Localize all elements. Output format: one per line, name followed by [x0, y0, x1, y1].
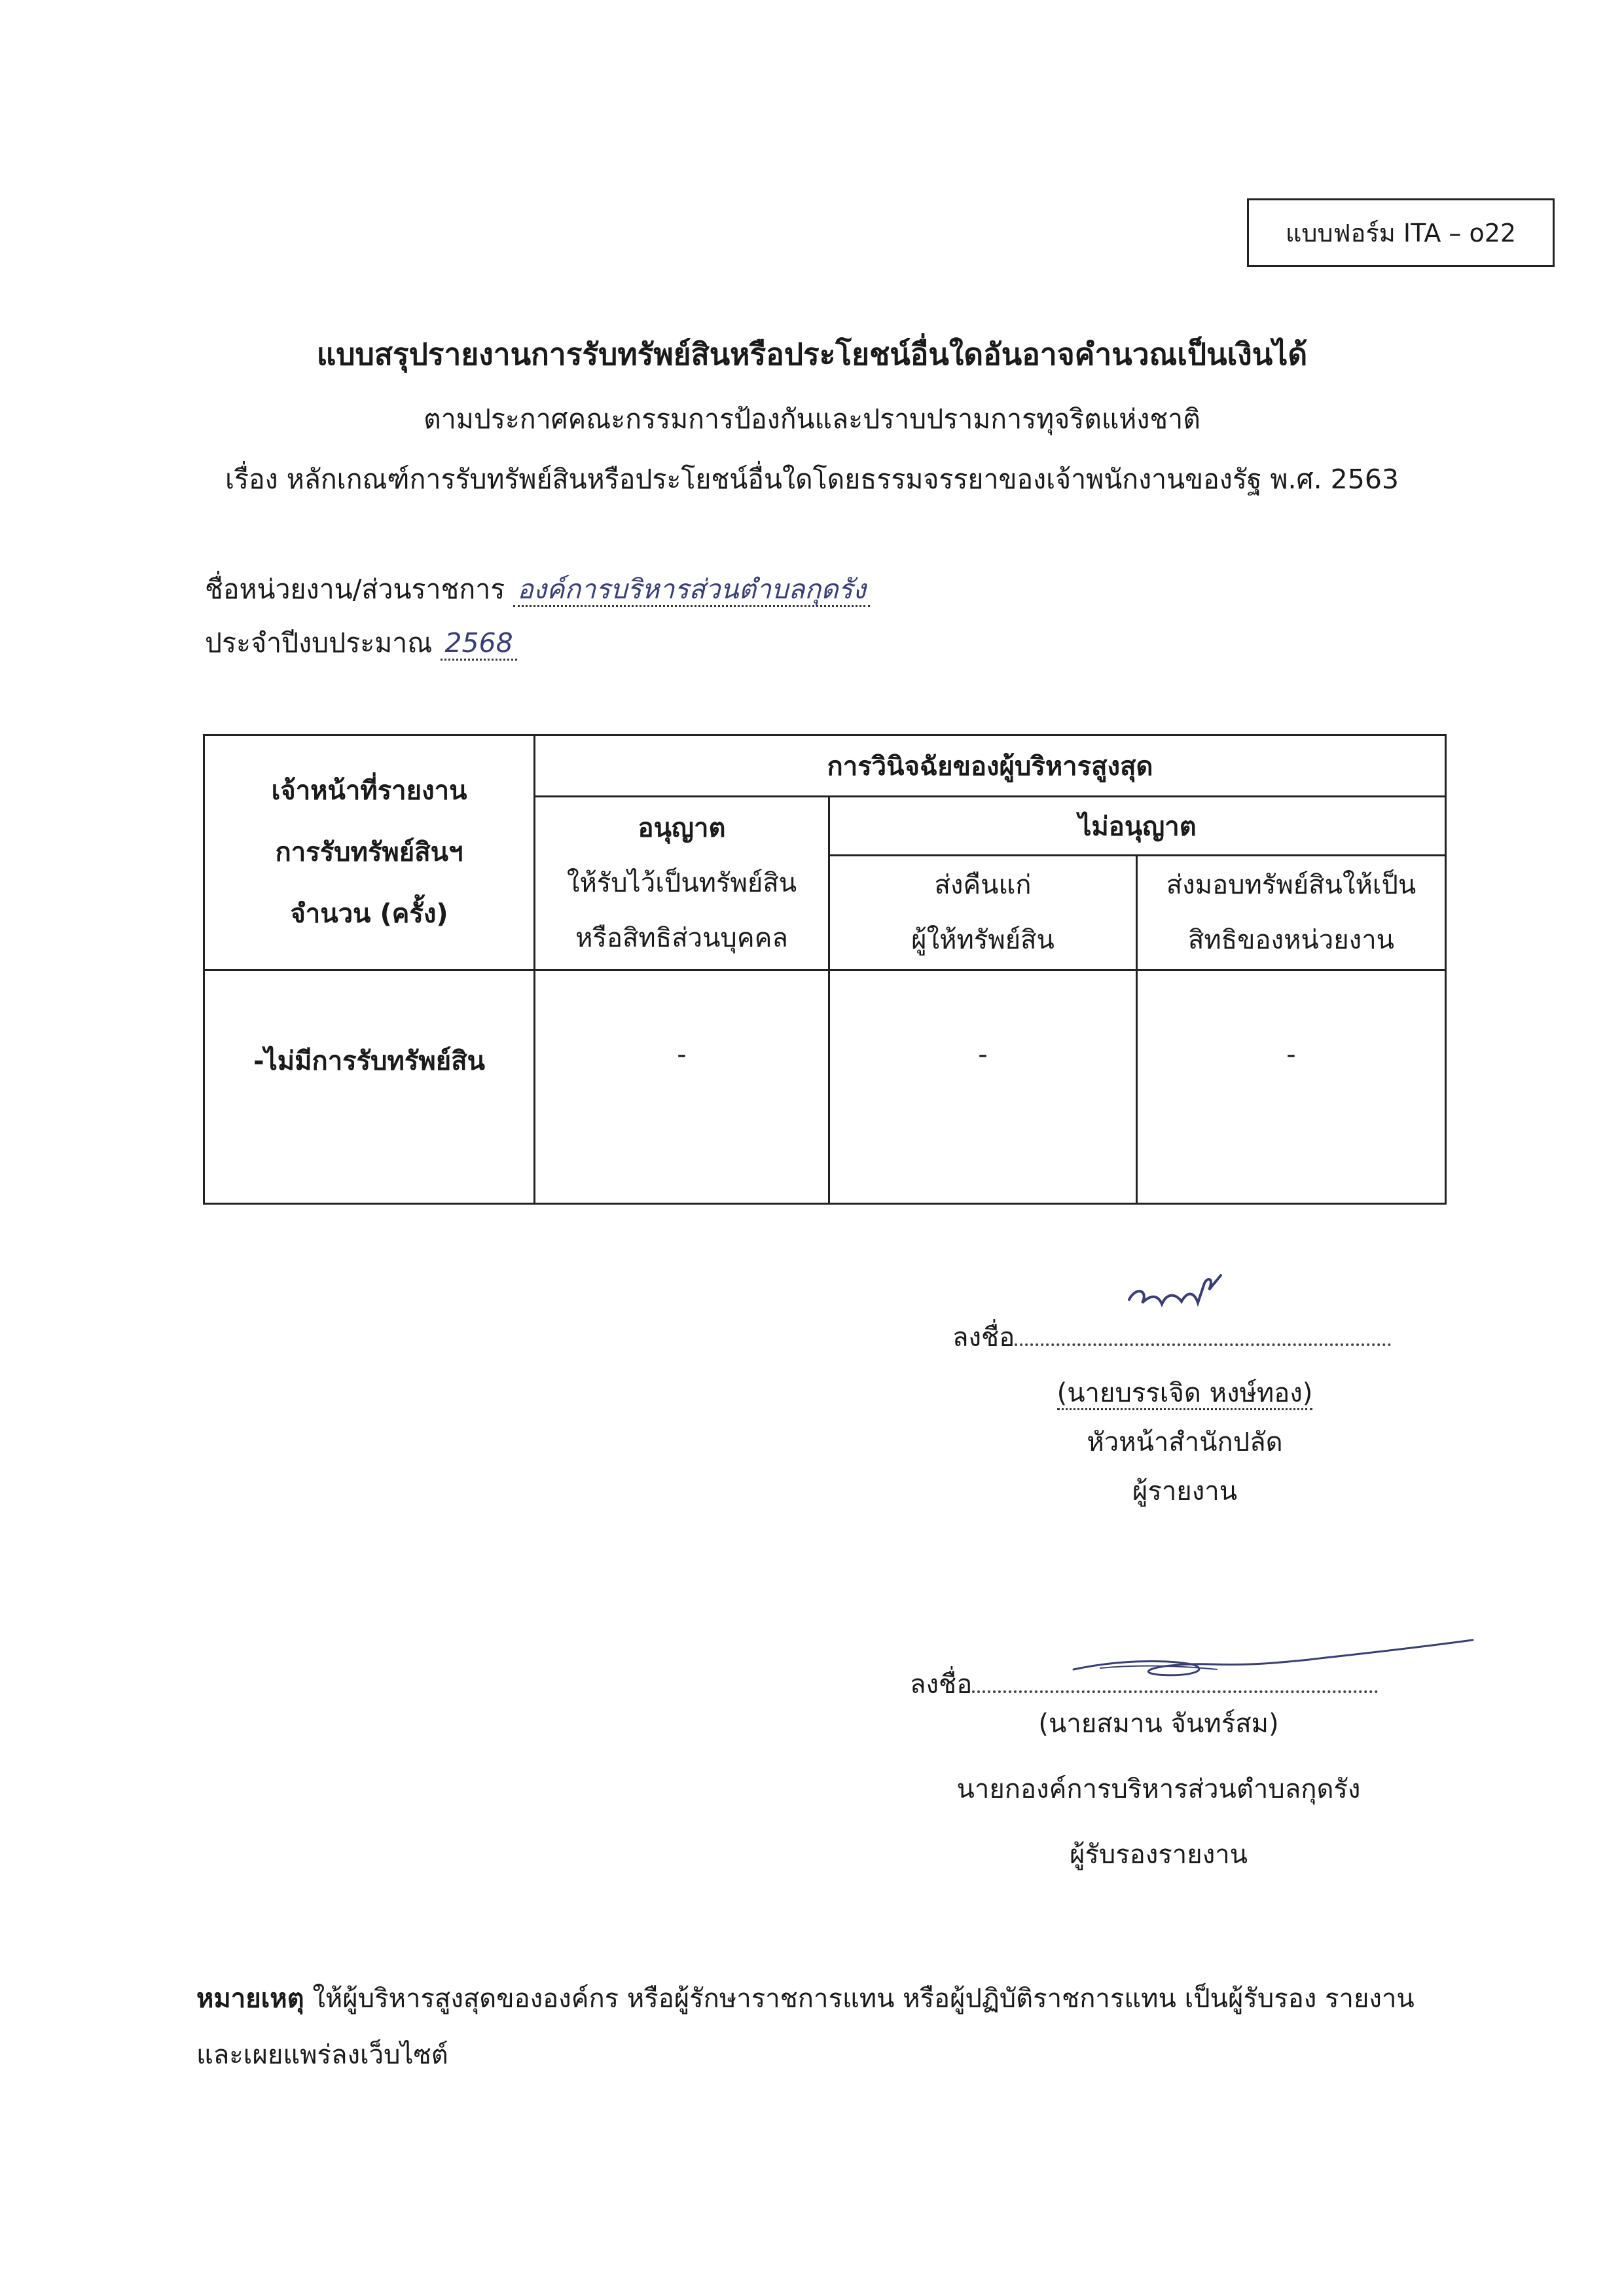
report-count-cell: -ไม่มีการรับทรัพย์สิน [204, 970, 535, 1204]
reporter-signature-icon [1123, 1270, 1240, 1322]
return-column-header [829, 856, 1137, 970]
reporter-position: หัวหน้าสำนักปลัด [1087, 1427, 1283, 1457]
certifier-role: ผู้รับรองรายงาน [1069, 1840, 1248, 1870]
return-detail-line-2: ผู้ให้ทรัพย์สิน [911, 925, 1055, 955]
allow-detail-line-2: หรือสิทธิส่วนบุคคล [575, 923, 788, 953]
hand-over-detail-line-1: ส่งมอบทรัพย์สินให้เป็น [1166, 870, 1416, 900]
hand-over-detail-line-2: สิทธิของหน่วยงาน [1187, 925, 1395, 955]
allow-column-header [535, 797, 829, 970]
return-detail-line-1: ส่งคืนแก่ [934, 870, 1032, 900]
reporter-header-line-3: จำนวน (ครั้ง) [290, 899, 448, 929]
fiscal-year-label: ประจำปีงบประมาณ [205, 627, 433, 659]
decision-table [203, 734, 1447, 1205]
deny-header: ไม่อนุญาต [829, 797, 1446, 856]
document-subtitle-2: เรื่อง หลักเกณฑ์การรับทรัพย์สินหรือประโยชน์อื่นใดโดยธรรมจรรยาของเจ้าพนักงานของรัฐ พ.ศ. 2563 [225, 464, 1399, 495]
allow-header: อนุญาต [638, 813, 726, 843]
document-title: แบบสรุปรายงานการรับทรัพย์สินหรือประโยชน์อื่นใดอันอาจคำนวณเป็นเงินได้ [316, 337, 1308, 372]
form-code-box [1247, 198, 1555, 267]
reporter-role: ผู้รายงาน [1132, 1476, 1238, 1506]
fiscal-year-value: 2568 [441, 627, 516, 661]
certifier-signature-icon [1060, 1624, 1479, 1689]
form-code-label: แบบฟอร์ม ITA – o22 [1285, 219, 1517, 247]
reporter-header-line-2: การรับทรัพย์สินฯ [275, 837, 463, 867]
decision-header: การวินิจฉัยของผู้บริหารสูงสุด [535, 735, 1446, 797]
certifier-position: นายกองค์การบริหารส่วนตำบลกุดรัง [956, 1774, 1361, 1804]
agency-field [205, 568, 870, 611]
document-subtitle-1: ตามประกาศคณะกรรมการป้องกันและปราบปรามการทุจริตแห่งชาติ [424, 403, 1200, 435]
table-row [204, 970, 1446, 1204]
hand-over-cell: - [1137, 970, 1446, 1204]
certifier-name: (นายสมาน จันทร์สม) [1038, 1709, 1279, 1739]
reporter-sign-dots [1015, 1339, 1391, 1346]
fiscal-year-field [205, 622, 517, 665]
footnote-text: ให้ผู้บริหารสูงสุดขององค์กร หรือผู้รักษาราชการแทน หรือผู้ปฏิบัติราชการแทน เป็นผู้รับรอง รายงานและเผยแพร่ลงเว็บไซต์ [196, 1984, 1415, 2070]
reporter-count-header [204, 735, 535, 970]
certifier-sign-label: ลงชื่อ [910, 1669, 973, 1700]
reporter-sign-label: ลงชื่อ [952, 1322, 1015, 1353]
footnote [196, 1971, 1440, 2083]
agency-value: องค์การบริหารส่วนตำบลกุดรัง [513, 574, 869, 607]
reporter-name-line [943, 1372, 1427, 1413]
allow-cell: - [535, 970, 829, 1204]
return-cell: - [829, 970, 1137, 1204]
reporter-name: (นายบรรเจิด หงษ์ทอง) [1057, 1378, 1313, 1410]
reporter-header-line-1: เจ้าหน้าที่รายงาน [271, 776, 467, 806]
footnote-label: หมายเหตุ [196, 1984, 304, 2014]
agency-label: ชื่อหน่วยงาน/ส่วนราชการ [205, 574, 505, 605]
hand-over-column-header [1137, 856, 1446, 970]
allow-detail-line-1: ให้รับไว้เป็นทรัพย์สิน [566, 868, 797, 898]
